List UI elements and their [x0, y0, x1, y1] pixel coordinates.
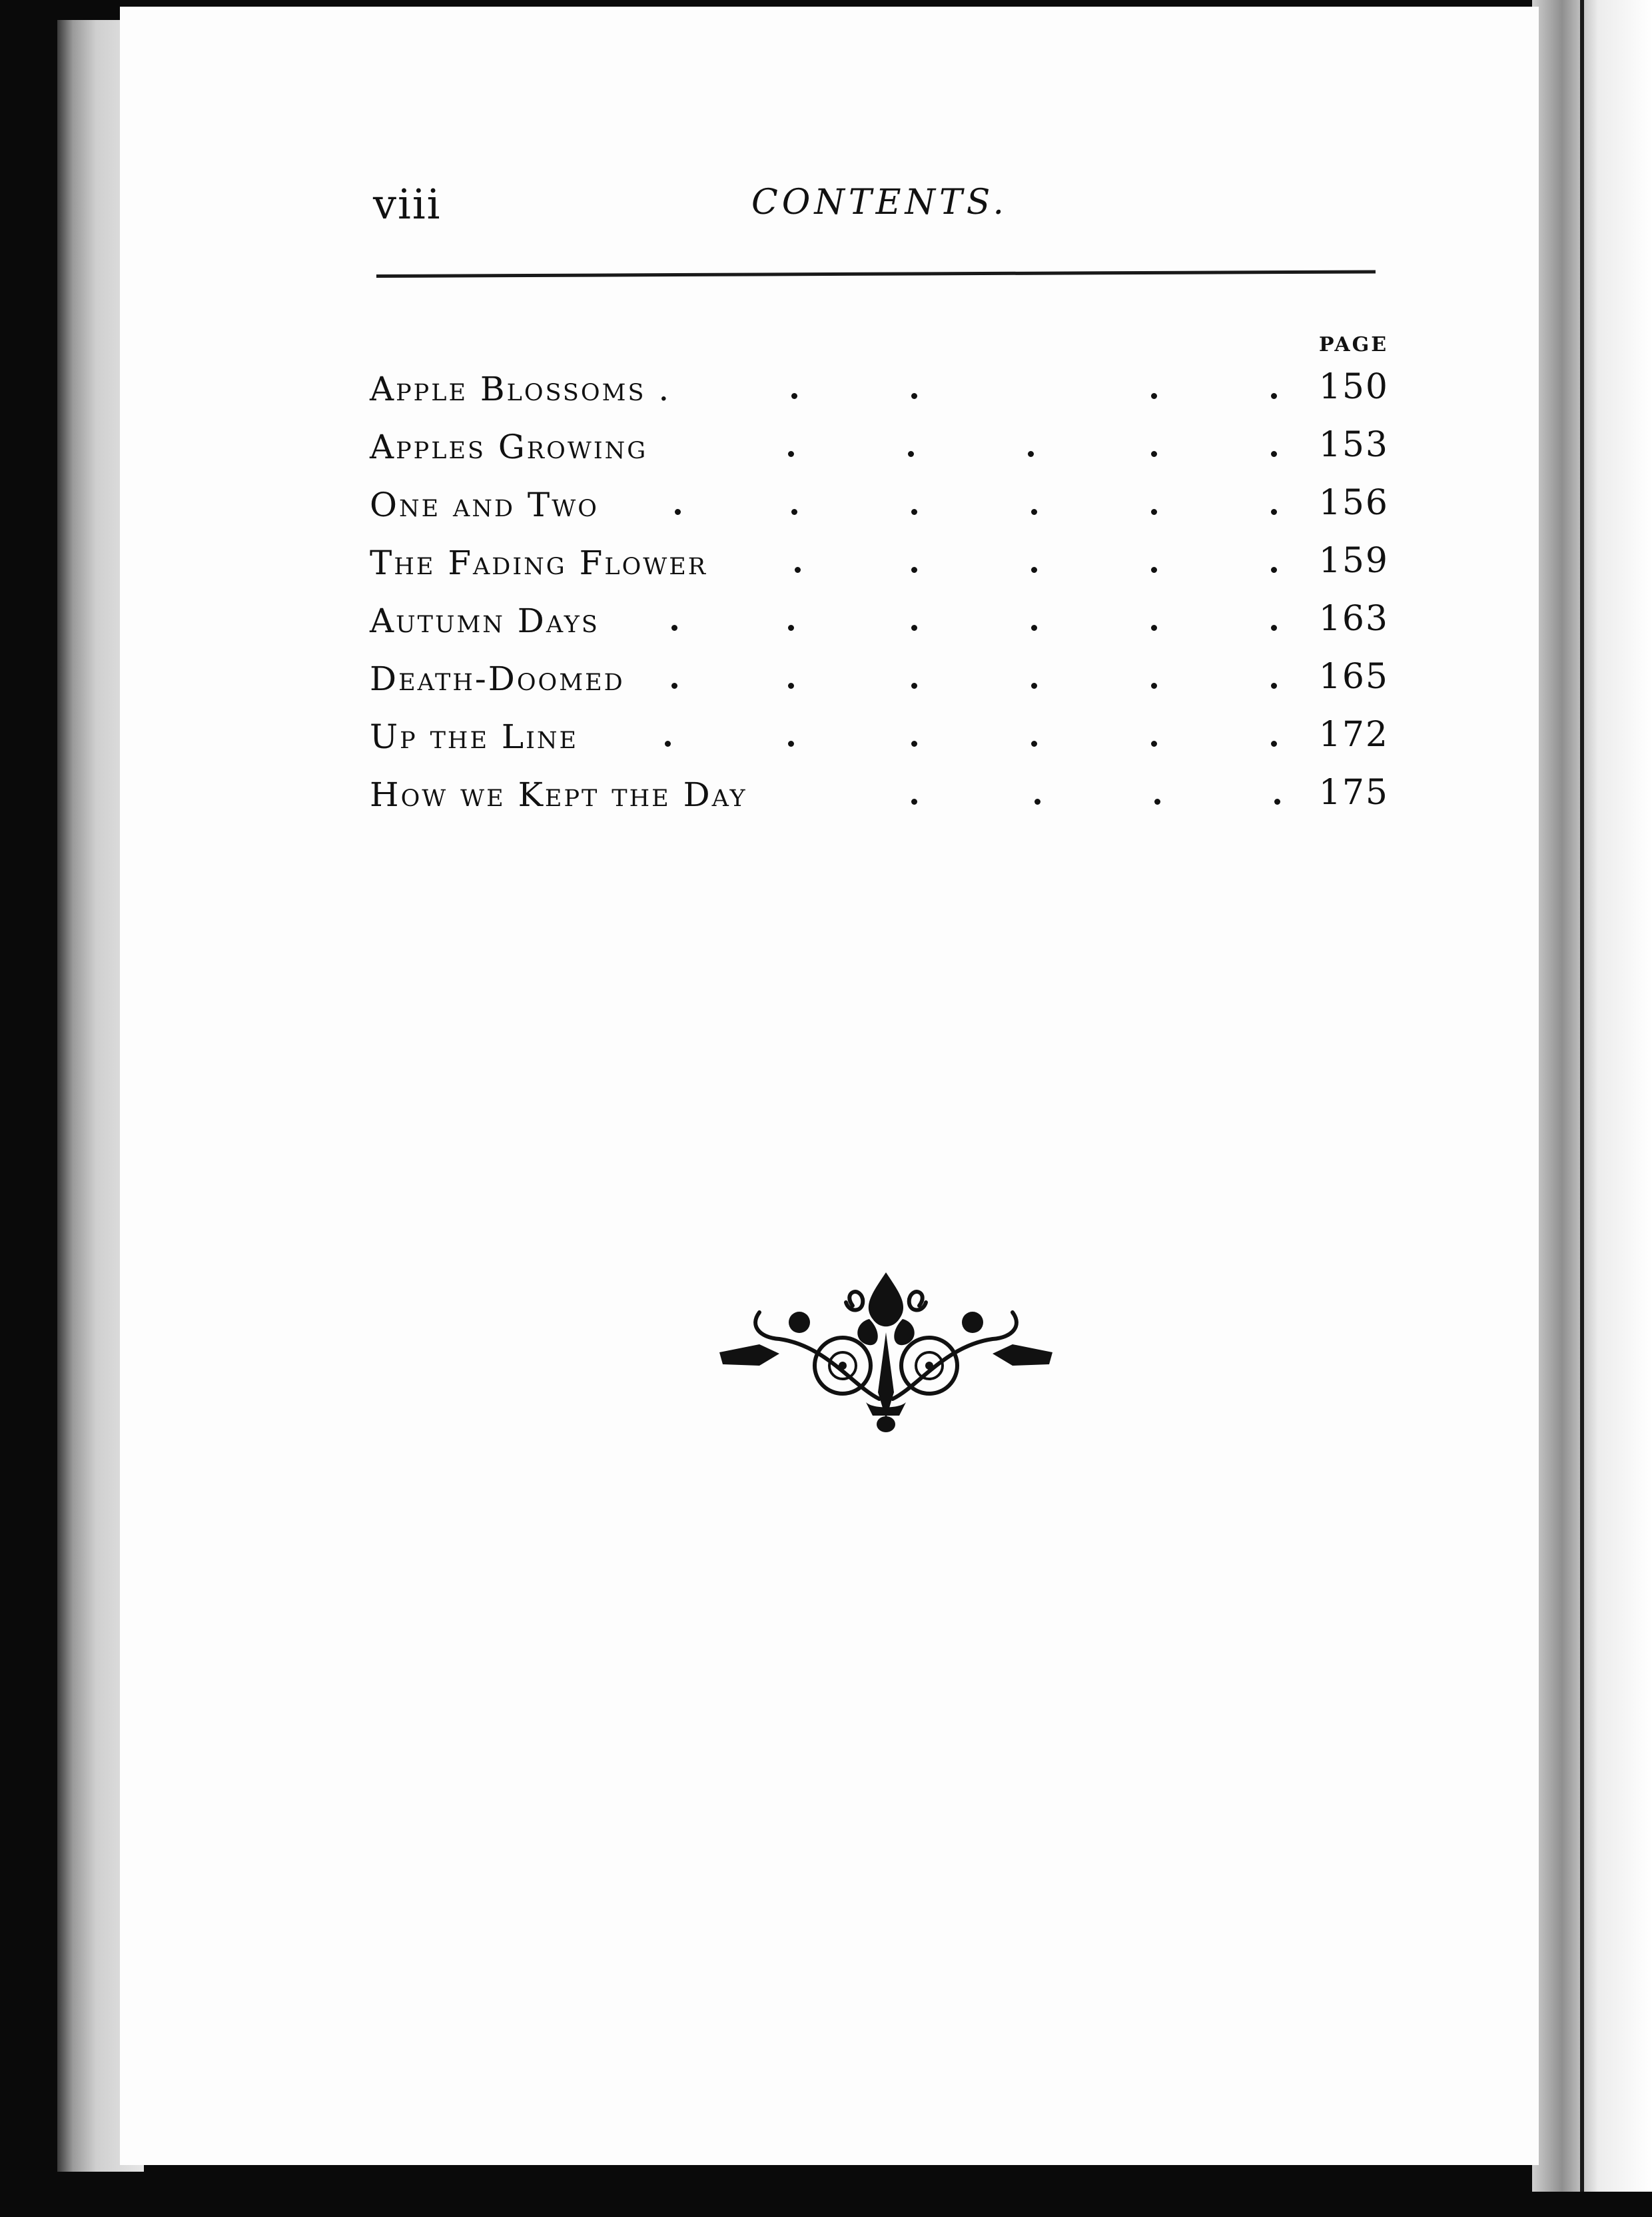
toc-entry-page: 165 — [1318, 657, 1389, 697]
leader-dot — [1274, 799, 1280, 805]
leader-dot — [1031, 741, 1037, 747]
leader-dot — [675, 509, 681, 515]
toc-entry-title: How we Kept the Day — [370, 775, 747, 814]
toc-entry-title: One and Two — [370, 486, 599, 524]
leader-dot — [788, 741, 794, 747]
leader-dot — [1151, 509, 1157, 515]
leader-dot — [911, 799, 917, 805]
leader-dot — [791, 509, 797, 515]
leader-dot — [1271, 683, 1277, 689]
page-title: CONTENTS. — [751, 183, 1009, 222]
leader-dot — [671, 625, 677, 631]
leader-dot — [795, 567, 801, 573]
toc-entry — [370, 421, 1396, 479]
floral-vignette-icon — [719, 1266, 1052, 1439]
leader-dot — [788, 625, 794, 631]
page-folio: viii — [373, 180, 442, 228]
leader-dot — [1031, 567, 1037, 573]
toc-entry — [370, 595, 1396, 653]
leader-dot — [791, 393, 797, 399]
leader-dot — [1031, 625, 1037, 631]
leader-dot — [1271, 625, 1277, 631]
toc-entry — [370, 769, 1396, 827]
leader-dot — [1151, 451, 1157, 457]
leader-dot — [1151, 741, 1157, 747]
table-of-contents — [370, 363, 1396, 827]
leader-dot — [1028, 451, 1034, 457]
toc-entry — [370, 479, 1396, 537]
leader-dot — [1031, 683, 1037, 689]
toc-entry-page: 159 — [1318, 541, 1389, 581]
toc-entry — [370, 653, 1396, 711]
toc-entry-title: Apple Blossoms . — [370, 370, 671, 408]
running-head — [373, 180, 1372, 246]
right-book-edge — [1532, 0, 1652, 2192]
toc-entry-title: Up the Line — [370, 717, 579, 756]
leader-dot — [1034, 799, 1040, 805]
leader-dot — [1271, 393, 1277, 399]
leader-dot — [1271, 567, 1277, 573]
toc-entry-title: Death-Doomed — [370, 660, 625, 698]
toc-entry — [370, 711, 1396, 769]
leader-dot — [1271, 741, 1277, 747]
leader-dot — [1271, 451, 1277, 457]
leader-dot — [671, 683, 677, 689]
right-page-gutter — [1580, 0, 1584, 2192]
leader-dot — [908, 451, 914, 457]
leader-dot — [911, 393, 917, 399]
toc-entry — [370, 537, 1396, 595]
leader-dot — [1031, 509, 1037, 515]
book-page — [120, 7, 1539, 2165]
leader-dot — [1151, 625, 1157, 631]
leader-dot — [1151, 567, 1157, 573]
leader-dot — [1151, 683, 1157, 689]
leader-dot — [1154, 799, 1160, 805]
toc-entry — [370, 363, 1396, 421]
leader-dot — [911, 741, 917, 747]
toc-entry-title: Apples Growing — [370, 428, 648, 466]
toc-entry-page: 153 — [1318, 425, 1389, 465]
leader-dot — [1271, 509, 1277, 515]
leader-dot — [911, 567, 917, 573]
leader-dot — [1151, 393, 1157, 399]
toc-entry-page: 150 — [1318, 367, 1389, 407]
toc-entry-page: 172 — [1318, 715, 1389, 755]
leader-dot — [911, 683, 917, 689]
toc-entry-page: 175 — [1318, 773, 1389, 813]
toc-entry-page: 156 — [1318, 483, 1389, 523]
leader-dot — [788, 451, 794, 457]
toc-entry-title: Autumn Days — [370, 602, 600, 640]
leader-dot — [911, 509, 917, 515]
page-column-label: PAGE — [1319, 333, 1389, 356]
leader-dot — [788, 683, 794, 689]
leader-dot — [911, 625, 917, 631]
toc-entry-title: The Fading Flower — [370, 544, 708, 582]
leader-dot — [665, 741, 671, 747]
toc-entry-page: 163 — [1318, 599, 1389, 639]
